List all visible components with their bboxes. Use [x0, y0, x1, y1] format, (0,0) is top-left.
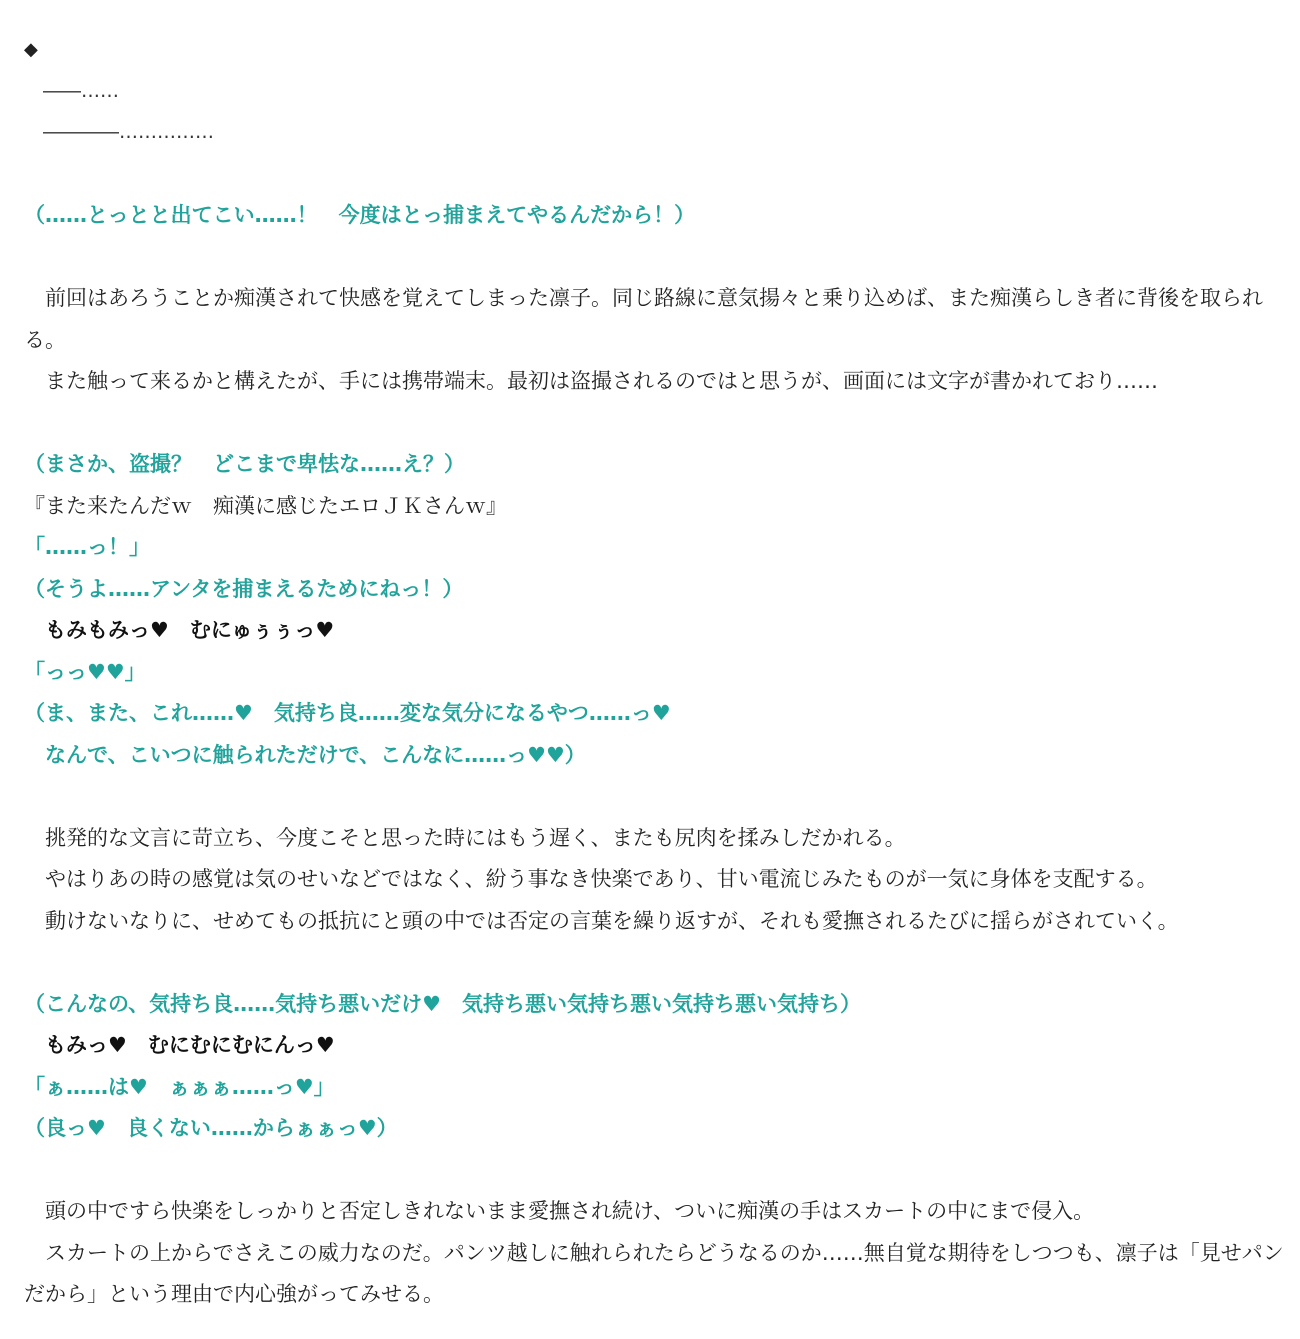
blank-line	[24, 776, 1286, 818]
dialogue-line: （……とっとと出てこい……！ 今度はとっ捕まえてやるんだから！）	[24, 203, 696, 227]
narration-line: 『また来たんだｗ 痴漢に感じたエロＪＫさんｗ』	[24, 493, 507, 518]
sound-effect-line: もみもみっ♥ むにゅぅぅっ♥	[24, 618, 335, 642]
narration-line: また触って来るかと構えたが、手には携帯端末。最初は盗撮されるのではと思うが、画面には文字が書かれており……	[24, 369, 1158, 393]
narration-line: 前回はあろうことか痴漢されて快感を覚えてしまった凛子。同じ路線に意気揚々と乗り込めば、また痴漢らしき者に背後を取られ	[24, 286, 1263, 310]
dialogue-line: 「ぁ……は♥ ぁぁぁ……っ♥」	[24, 1074, 335, 1099]
blank-line	[24, 1150, 1286, 1192]
blank-line	[24, 403, 1286, 445]
scene-separator: ――――……………	[24, 121, 215, 143]
dialogue-line: （ま、また、これ……♥ 気持ち良……変な気分になるやつ……っ♥	[24, 701, 671, 725]
dialogue-line: 「っっ♥♥」	[24, 659, 146, 684]
dialogue-line: なんで、こいつに触られただけで、こんなに……っ♥♥）	[24, 742, 586, 767]
dialogue-line: （まさか、盗撮？ どこまで卑怯な……え？）	[24, 452, 465, 476]
dialogue-line: （良っ♥ 良くない……からぁぁっ♥）	[24, 1116, 398, 1140]
narration-line: スカートの上からでさえこの威力なのだ。パンツ越しに触れられたらどうなるのか……無自覚な期待をしつつも、凛子は「見せパン	[24, 1240, 1284, 1265]
blank-line	[24, 154, 1286, 196]
dialogue-line: （こんなの、気持ち良……気持ち悪いだけ♥ 気持ち悪い気持ち悪い気持ち悪い気持ち）	[24, 991, 861, 1016]
narration-line: だから」という理由で内心強がってみせる。	[24, 1282, 444, 1306]
document-body	[24, 29, 1286, 1316]
narration-line: る。	[24, 327, 66, 352]
sound-effect-line: もみっ♥ むにむにむにんっ♥	[24, 1033, 335, 1057]
blank-line	[24, 942, 1286, 984]
narration-line: やはりあの時の感覚は気のせいなどではなく、紛う事なき快楽であり、甘い電流じみたものが一気に身体を支配する。	[24, 867, 1158, 891]
scene-separator: ――……	[24, 79, 120, 102]
dialogue-line: （そうよ……アンタを捕まえるためにねっ！）	[24, 576, 464, 601]
section-marker: ◆	[24, 39, 38, 60]
blank-line	[24, 237, 1286, 279]
narration-line: 頭の中ですら快楽をしっかりと否定しきれないまま愛撫され続け、ついに痴漢の手はスカートの中にまで侵入。	[24, 1199, 1095, 1223]
dialogue-line: 「……っ！」	[24, 535, 150, 559]
narration-line: 動けないなりに、せめてもの抵抗にと頭の中では否定の言葉を繰り返すが、それも愛撫されるたびに揺らがされていく。	[24, 908, 1179, 933]
narration-line: 挑発的な文言に苛立ち、今度こそと思った時にはもう遅く、またも尻肉を揉みしだかれる。	[24, 825, 906, 850]
